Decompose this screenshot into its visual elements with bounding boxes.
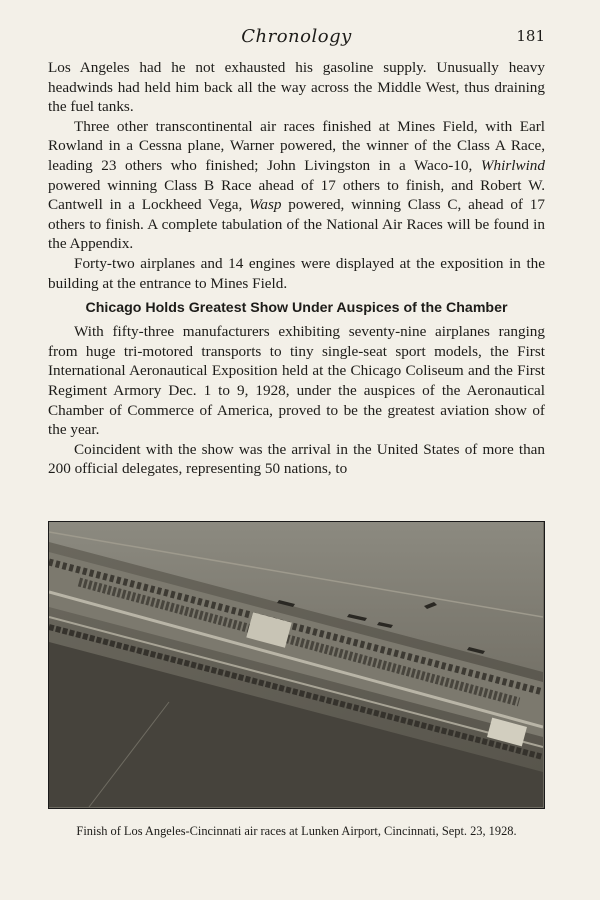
engine-name-whirlwind: Whirlwind: [480, 156, 545, 174]
paragraph-4: With fifty-three manufacturers exhibiting seventy-nine airplanes ranging from huge tri-motored transports to tiny single-seat sport models, the First International Aeronautical Exposition held at the Chicago Coliseum and the First Regiment Armory Dec. 1 to 9, 1928, under the auspices of the Aeronautical Chamber of Commerce of America, proved to be the greatest aviation show of the year.: [48, 323, 545, 439]
figure-caption: Finish of Los Angeles-Cincinnati air races at Lunken Airport, Cincinnati, Sept. 23, 1928.: [76, 824, 517, 838]
paragraph-3: Forty-two airplanes and 14 engines were displayed at the exposition in the building at the entrance to Mines Field.: [48, 254, 545, 292]
aerial-photograph: [48, 521, 545, 809]
page-number: 181: [516, 27, 545, 45]
paragraph-2-part-a: Three other transcontinental air races finished at Mines Field, with Earl Rowland in a Cessna plane, Warner powered, the winner of the Class A Race, leading 23 others who finished; John Livingston in a Waco-10,: [48, 117, 545, 174]
paragraph-5: Coincident with the show was the arrival in the United States of more than 200 official delegates, representing 50 nations, to: [48, 440, 545, 478]
paragraph-2-part-c: powered winning Class B Race ahead of 17 others to finish, and Robert W. Cantwell in a Lockheed Vega,: [48, 176, 545, 214]
running-head: [48, 26, 545, 50]
section-heading: Chicago Holds Greatest Show Under Auspices of the Chamber: [85, 300, 508, 317]
engine-name-wasp: Wasp: [249, 196, 282, 214]
paragraph-2: [48, 117, 545, 254]
running-title: Chronology: [241, 26, 352, 47]
paragraph-1: Los Angeles had he not exhausted his gasoline supply. Unusually heavy headwinds had held him back all the way across the Middle West, thus draining the fuel tanks.: [48, 59, 545, 116]
body-text: [48, 58, 545, 479]
paragraph-2-part-e: powered, winning Class C, ahead of 17 others to finish. A complete tabulation of the National Air Races will be found in the Appendix.: [48, 196, 545, 253]
